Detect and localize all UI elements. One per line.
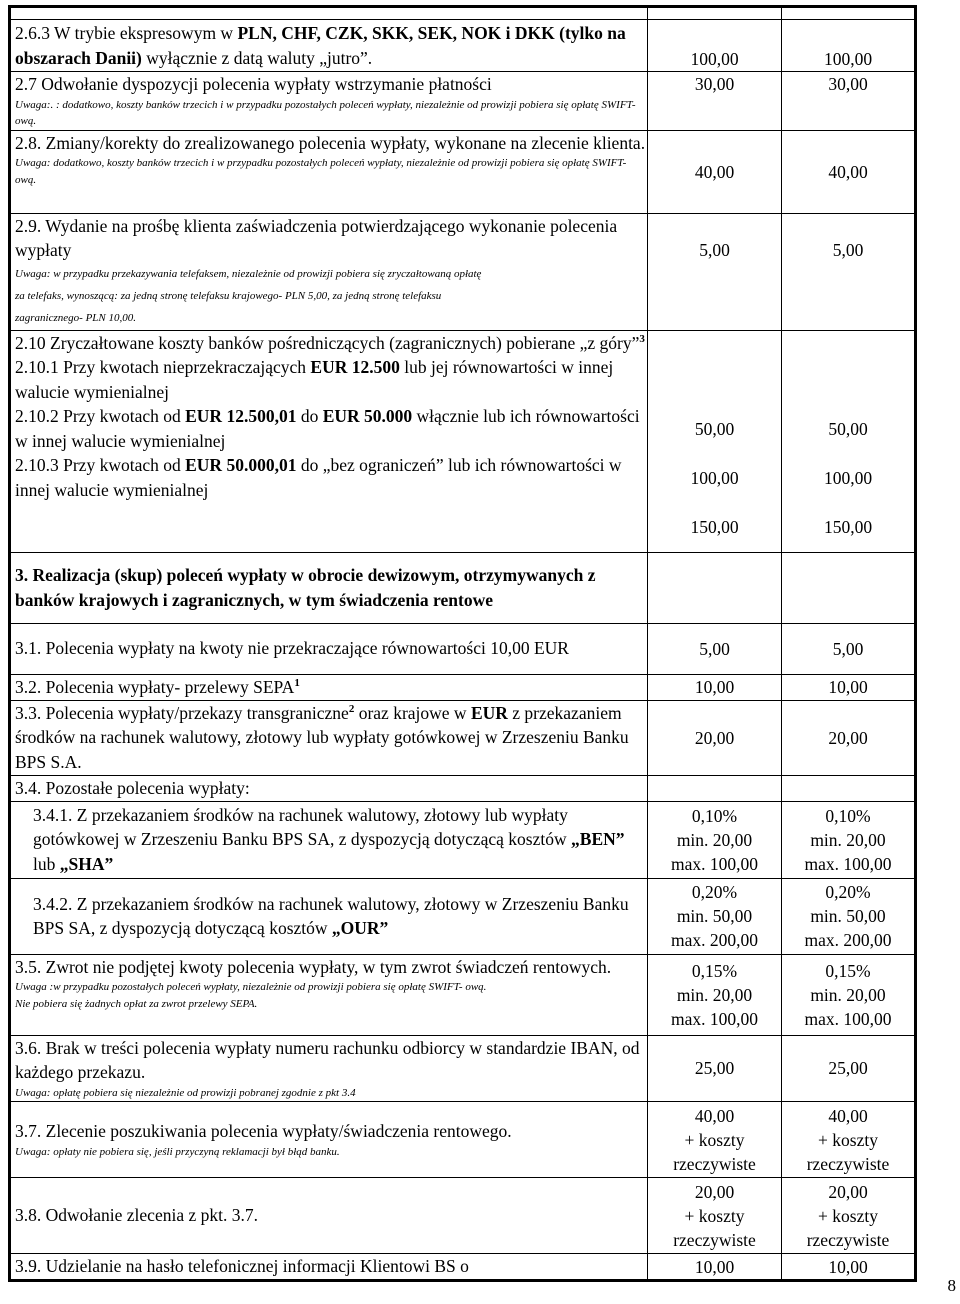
row-text-bold: EUR 50.000,01 <box>185 455 297 475</box>
fee-value: 5,00 <box>648 213 782 330</box>
fee-value: 100,00 <box>648 20 782 72</box>
row-text: 2.7 Odwołanie dyspozycji polecenia wypłaty wstrzymanie płatności <box>15 74 492 94</box>
fee-value: min. 20,00 <box>676 829 753 850</box>
fee-value: + koszty <box>818 1129 878 1150</box>
table-row <box>11 775 915 801</box>
row-text: 2.9. Wydanie na prośbę klienta zaświadczenia potwierdzającego wykonanie polecenia wypłaty <box>15 215 618 260</box>
fee-value: 40,00 <box>694 1105 735 1126</box>
row-text: 3.8. Odwołanie zlecenia z pkt. 3.7. <box>15 1205 258 1226</box>
fee-value: + koszty <box>684 1129 745 1150</box>
fee-value: 5,00 <box>782 213 915 330</box>
table-row <box>11 130 915 213</box>
row-note: Uwaga: dodatkowo, koszty banków trzecich i w przypadku pozostałych poleceń wypłaty, niezależnie od prowizji pobiera się opłatę SWIFT- ową. <box>15 157 627 186</box>
fee-value: 10,00 <box>648 674 782 700</box>
row-text: 2.10 Zryczałtowane koszty banków pośredniczących (zagranicznych) pobierane „z góry” <box>15 332 640 353</box>
table-row <box>11 330 915 552</box>
fee-value: 50,00 <box>694 418 735 439</box>
table-row <box>11 700 915 775</box>
table-row <box>11 213 915 330</box>
row-text: 3.2. Polecenia wypłaty- przelewy SEPA <box>15 676 295 697</box>
table-row <box>11 674 915 700</box>
fee-value: 30,00 <box>648 72 782 131</box>
row-text: 3.5. Zwrot nie podjętej kwoty polecenia wypłaty, w tym zwrot świadczeń rentowych. <box>15 956 612 977</box>
section-heading: 3. Realizacja (skup) poleceń wypłaty w obrocie dewizowym, otrzymywanych z banków krajowych i zagranicznych, w tym świadczenia rentowe <box>15 565 596 610</box>
row-text: wyłącznie z datą waluty „jutro”. <box>141 47 373 68</box>
table-row <box>11 1102 915 1178</box>
fee-value: max. 100,00 <box>670 853 758 874</box>
fee-value: 0,20% <box>691 882 738 902</box>
fee-value: 0,20% <box>825 882 871 902</box>
row-text: oraz krajowe w <box>354 702 471 723</box>
row-text-bold: EUR 12.500,01 <box>185 406 297 426</box>
fee-value: 50,00 <box>828 418 868 439</box>
fee-value: 25,00 <box>782 1035 915 1102</box>
fee-value: rzeczywiste <box>673 1153 756 1174</box>
fee-value: 0,15% <box>825 960 871 981</box>
row-text: 2.6.3 W trybie ekspresowym w <box>15 23 238 43</box>
row-text: lub jej równowartości w innej walucie wymienialnej <box>15 357 614 402</box>
footnote-ref: 1 <box>294 676 300 689</box>
table-row <box>11 1035 915 1102</box>
page-number: 8 <box>947 1276 956 1295</box>
fee-value: 5,00 <box>782 623 915 674</box>
row-text: z przekazaniem środków na rachunek walutowy, złotowy lub wypłaty gotówkowej w Zrzeszeniu Banku BPS S.A. <box>15 702 629 772</box>
row-text: 3.4.1. Z przekazaniem środków na rachunek walutowy, złotowy lub wypłaty gotówkowej w Zrzeszeniu Banku BPS SA, z dyspozycją dotyczącą kosztów <box>33 804 572 850</box>
fee-value: + koszty <box>684 1205 745 1226</box>
row-text-bold: „OUR” <box>331 918 389 938</box>
table-row <box>11 1254 915 1280</box>
fee-value: 20,00 <box>828 1181 868 1202</box>
row-note: Uwaga:. : dodatkowo, koszty banków trzecich i w przypadku pozostałych poleceń wypłaty, niezależnie od prowizji pobiera się opłatę SWIFT- ową. <box>15 98 636 127</box>
table-row <box>11 72 915 131</box>
fee-value: min. 50,00 <box>810 906 886 926</box>
footnote-ref: 3 <box>639 332 645 345</box>
row-text: 3.7. Zlecenie poszukiwania polecenia wypłaty/świadczenia rentowego. <box>15 1121 512 1141</box>
row-text-bold: EUR 12.500 <box>310 357 400 377</box>
table-row <box>11 801 915 878</box>
fee-value: 10,00 <box>782 674 915 700</box>
fee-value: max. 200,00 <box>804 930 892 950</box>
fee-value: min. 20,00 <box>676 984 753 1005</box>
row-text: włącznie lub ich równowartości w innej walucie wymienialnej <box>15 406 640 451</box>
row-note: za telefaks, wynoszącą: za jedną stronę telefaksu krajowego- PLN 5,00, za jedną stronę telefaksu <box>15 289 442 302</box>
fee-value: min. 20,00 <box>810 984 886 1005</box>
table-row <box>11 20 915 72</box>
fee-value: 5,00 <box>648 623 782 674</box>
fee-value: max. 100,00 <box>804 1008 892 1029</box>
table-row <box>11 623 915 674</box>
fee-value: 150,00 <box>690 516 739 537</box>
table-row <box>11 1178 915 1254</box>
fee-value: 20,00 <box>694 1181 735 1202</box>
row-text: 3.9. Udzielanie na hasło telefonicznej informacji Klientowi BS o <box>15 1256 469 1277</box>
row-text: 3.6. Brak w treści polecenia wypłaty numeru rachunku odbiorcy w standardzie IBAN, od każdego przekazu. <box>15 1037 640 1082</box>
fee-value: max. 100,00 <box>670 1008 758 1029</box>
fee-value: 150,00 <box>823 516 873 537</box>
row-note: Uwaga: w przypadku przekazywania telefaksem, niezależnie od prowizji pobiera się zryczałtowaną opłatę <box>15 267 482 280</box>
row-text: 3.4.2. Z przekazaniem środków na rachunek walutowy, złotowy w Zrzeszeniu Banku BPS SA, z dyspozycją dotyczącą kosztów <box>33 893 629 938</box>
row-text-bold: „BEN” <box>571 829 625 850</box>
table-row <box>11 954 915 1035</box>
fee-value: 100,00 <box>782 20 915 72</box>
row-text: 2.10.3 Przy kwotach od <box>15 455 186 475</box>
fee-value: min. 50,00 <box>676 906 753 926</box>
row-text: 3.4. Pozostałe polecenia wypłaty: <box>15 777 250 798</box>
fee-value: min. 20,00 <box>810 829 886 850</box>
fee-value: 100,00 <box>690 467 739 488</box>
row-text-bold: EUR 50.000 <box>322 406 413 426</box>
fee-value: 20,00 <box>782 700 915 775</box>
fee-value: 40,00 <box>648 130 782 213</box>
row-text-bold: EUR <box>470 702 508 723</box>
table-row <box>11 8 915 20</box>
table-row <box>11 878 915 954</box>
fee-value: 100,00 <box>823 467 873 488</box>
fee-value: 25,00 <box>648 1035 782 1102</box>
footnote-ref: 2 <box>348 702 355 715</box>
row-text: 3.3. Polecenia wypłaty/przekazy transgraniczne <box>15 702 349 723</box>
fee-value: 40,00 <box>782 130 915 213</box>
fee-table <box>8 5 917 1282</box>
table-row <box>11 552 915 623</box>
fee-value: 10,00 <box>782 1254 915 1280</box>
fee-value: max. 200,00 <box>670 930 758 950</box>
fee-value: max. 100,00 <box>804 853 892 874</box>
row-note: zagranicznego- PLN 10,00. <box>15 311 136 324</box>
fee-value: rzeczywiste <box>806 1153 890 1174</box>
fee-value: 40,00 <box>828 1105 868 1126</box>
fee-value: rzeczywiste <box>806 1229 890 1250</box>
row-note: Uwaga: opłatę pobiera się niezależnie od prowizji pobranej zgodnie z pkt 3.4 <box>15 1086 356 1099</box>
fee-value: 10,00 <box>648 1254 782 1280</box>
row-note: Uwaga: opłaty nie pobiera się, jeśli przyczyną reklamacji był błąd banku. <box>15 1145 340 1158</box>
fee-value: 0,10% <box>825 805 871 826</box>
fee-value: 30,00 <box>782 72 915 131</box>
row-text: lub <box>33 853 60 874</box>
fee-value: + koszty <box>818 1205 878 1226</box>
row-text: do „bez ograniczeń” lub ich równowartości w innej walucie wymienialnej <box>15 455 622 500</box>
row-text: 2.10.2 Przy kwotach od <box>15 406 186 426</box>
row-text: 2.10.1 Przy kwotach nieprzekraczających <box>15 357 311 377</box>
fee-value: 20,00 <box>648 700 782 775</box>
fee-value: rzeczywiste <box>673 1229 756 1250</box>
fee-value: 0,15% <box>691 960 738 981</box>
row-note: Uwaga :w przypadku pozostałych poleceń wypłaty, niezależnie od prowizji pobiera się opłatę SWIFT- ową. <box>15 981 487 993</box>
row-text-bold: „SHA” <box>59 853 114 874</box>
fee-value: 0,10% <box>691 805 738 826</box>
row-text: 2.8. Zmiany/korekty do zrealizowanego polecenia wypłaty, wykonane na zlecenie klienta. <box>15 132 646 153</box>
row-text: do <box>296 406 323 426</box>
row-text: 3.1. Polecenia wypłaty na kwoty nie przekraczające równowartości 10,00 EUR <box>15 638 569 659</box>
row-text-bold: PLN, CHF, CZK, SKK, SEK, NOK i DKK (tylko na obszarach Danii) <box>15 23 626 68</box>
row-note: Nie pobiera się żadnych opłat za zwrot przelewy SEPA. <box>15 997 258 1010</box>
